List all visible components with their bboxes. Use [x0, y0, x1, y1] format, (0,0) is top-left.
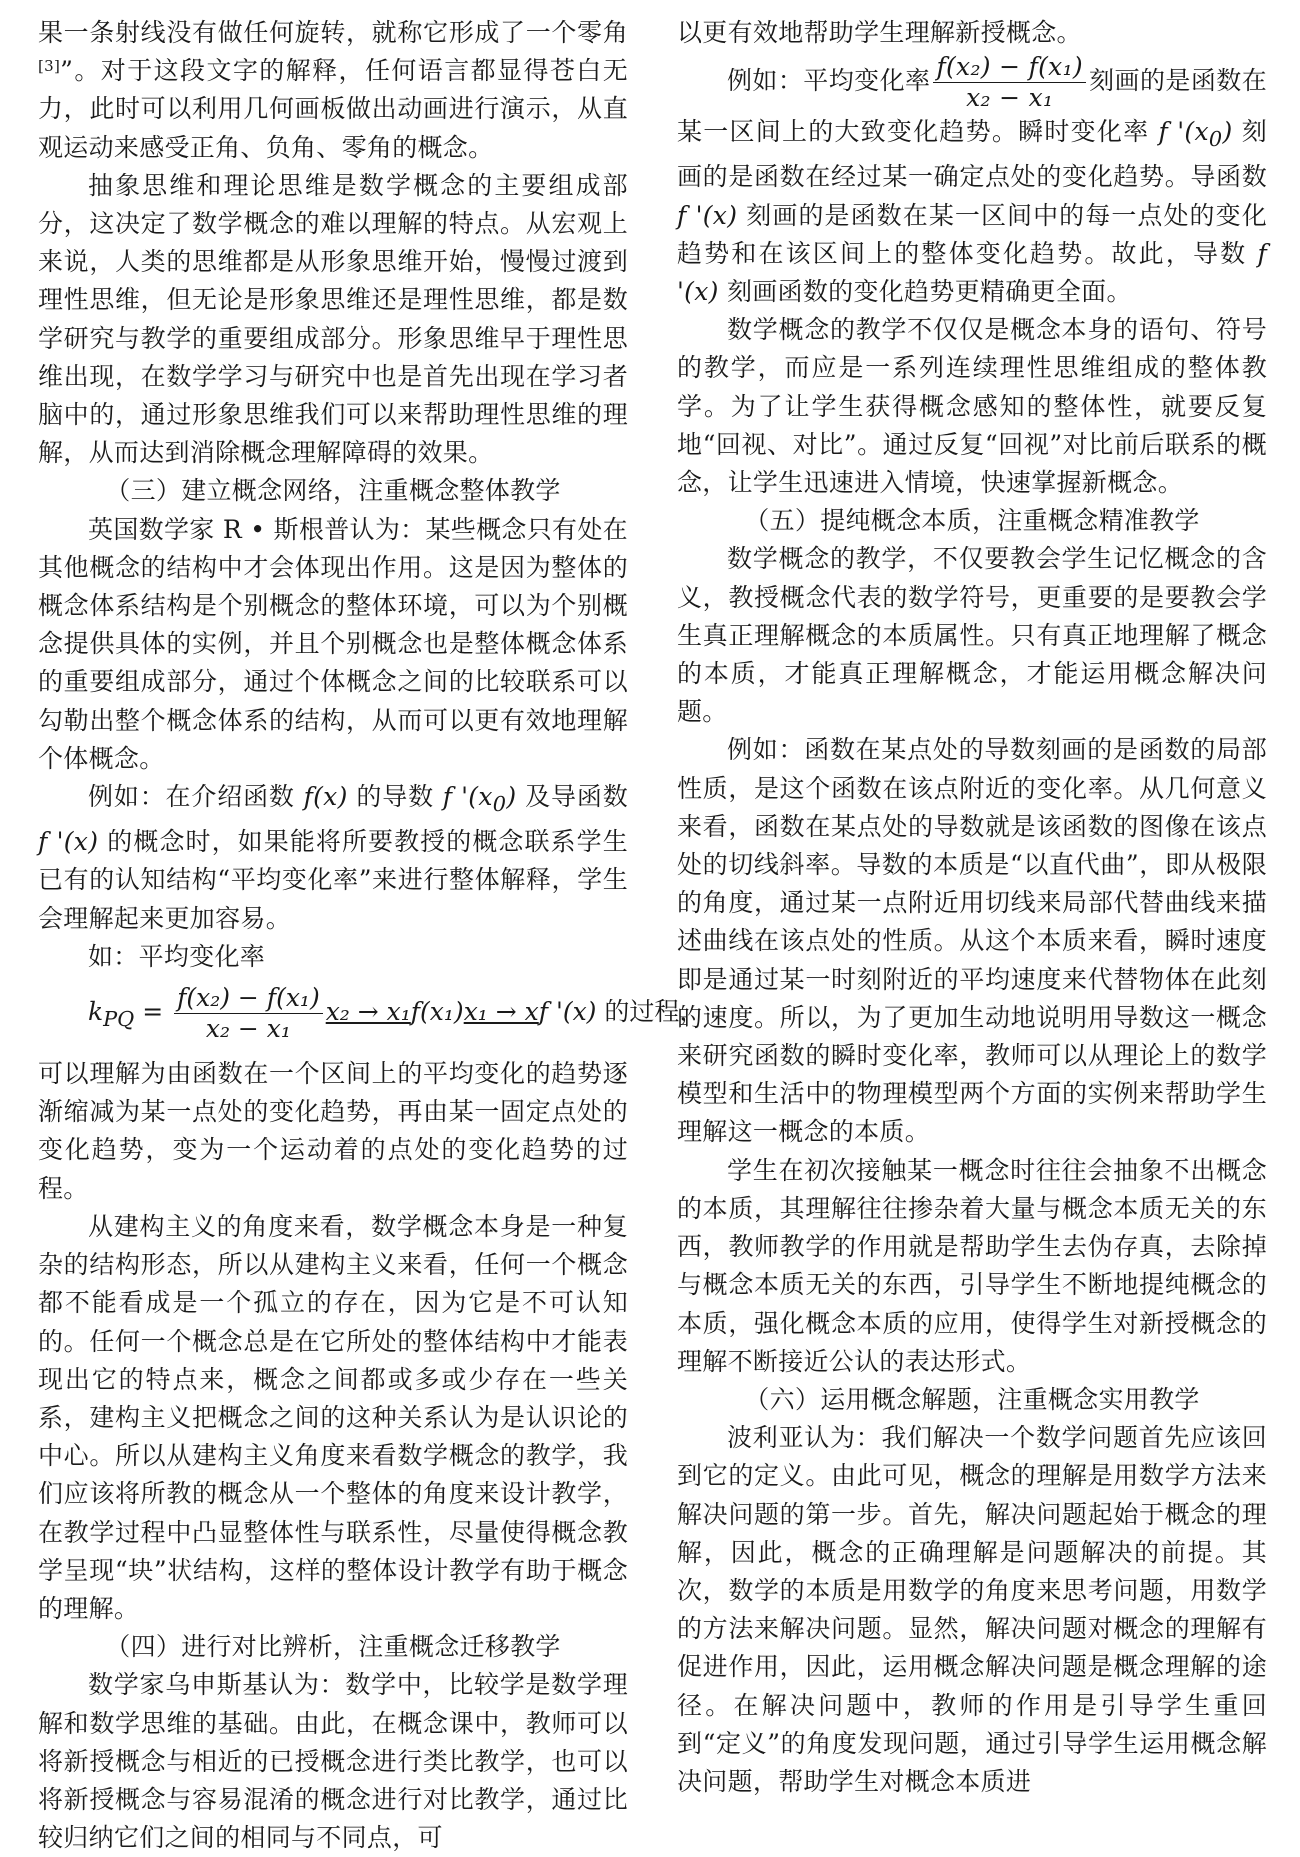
paragraph-continuation: 以更有效地帮助学生理解新授概念。 — [677, 18, 1082, 47]
paragraph-essence: 数学概念的教学，不仅要教会学生记忆概念的含义，教授概念代表的数学符号，更重要的是要教会学生真正理解概念的本质属性。只有真正地理解了概念的本质，才能真正理解概念，才能运用概念解决问题。 — [677, 544, 1267, 727]
paragraph-purify: 学生在初次接触某一概念时往往会抽象不出概念的本质，其理解往往掺杂着大量与概念本质无关的东西，教师教学的作用就是帮助学生去伪存真，去除掉与概念本质无关的东西，引导学生不断地提纯概念的本质，强化概念本质的应用，使得学生对新授概念的理解不断接近公认的表达形式。 — [677, 1155, 1267, 1376]
section-heading-4: （四）进行对比辨析，注重概念迁移教学 — [105, 1632, 561, 1662]
section-heading-5: （五）提纯概念本质，注重概念精准教学 — [744, 506, 1200, 536]
paragraph-derivative-example: 例如：在介绍函数 f(x) 的导数 f '$(x_0)$ 及导函数 f '(x) 的概念时，如果能将所要教授的概念联系学生已有的认知结构“平均变化率”来进行整体解释，学生会理解起来更加容易。 — [38, 782, 629, 933]
math-fprime-x: f '(x) — [677, 238, 1267, 307]
paragraph-constructivism: 从建构主义的角度来看，数学概念本身是一种复杂的结构形态，所以从建构主义来看，任何一个概念都不能看成是一个孤立的存在，因为它是不可认知的。任何一个概念总是在它所处的整体结构中才能表现出它的特点来，概念之间都或多或少存在一些关系，建构主义把概念之间的这种关系认为是认识论的中心。所以从建构主义角度来看数学概念的教学，我们应该将所教的概念从一个整体的角度来设计教学，在教学过程中凸显整体性与联系性，尽量使得概念教学呈现“块”状结构，这样的整体设计教学有助于概念的理解。 — [38, 1211, 628, 1623]
limit-arrow-1: x₂ → x₁ — [325, 997, 411, 1027]
paragraph-holistic: 数学概念的教学不仅仅是概念本身的语句、符号的教学，而应是一系列连续理性思维组成的整体教学。为了让学生获得概念感知的整体性，就要反复地“回视、对比”。通过反复“回视”对比前后联系的概念，让学生迅速进入情境，快速掌握新概念。 — [677, 315, 1267, 498]
paragraph-zero-angle: 果一条射线没有做任何旋转，就称它形成了一个零角[3]”。对于这段文字的解释，任何语言都显得苍白无力，此时可以利用几何画板做出动画进行演示，从直观运动来感受正角、负角、零角的概念。 — [38, 18, 628, 162]
paragraph-average-rate: 如：平均变化率 — [88, 941, 266, 971]
paragraph-skemp: 英国数学家 R • 斯根普认为：某些概念只有处在其他概念的结构中才会体现出作用。这是因为整体的概念体系结构是个别概念的整体环境，可以为个别概念提供具体的实例，并且个别概念也是整体概念体系的重要组成部分，通过个体概念之间的比较联系可以勾勒出整个概念体系的结构，从而可以更有效地理解个体概念。 — [38, 514, 628, 773]
paragraph-abstract-thinking: 抽象思维和理论思维是数学概念的主要组成部分，这决定了数学概念的难以理解的特点。从宏观上来说，人类的思维都是从形象思维开始，慢慢过渡到理性思维，但无论是形象思维还是理性思维，都是数学研究与教学的重要组成部分。形象思维早于理性思维出现，在数学学习与研究中也是首先出现在学习者脑中的，通过形象思维我们可以来帮助理性思维的理解，从而达到消除概念理解障碍的效果。 — [38, 170, 628, 468]
paragraph-derivative-essence: 例如：函数在某点处的导数刻画的是函数的局部性质，是这个函数在该点附近的变化率。从几何意义来看，函数在某点处的导数就是该函数的图像在该点处的切线斜率。导数的本质是“以直代曲”，即从极限的角度，通过某一点附近用切线来局部代替曲线来描述曲线在该点处的性质。从这个本质来看，瞬时速度即是通过某一时刻附近的平均速度来代替物体在此刻的速度。所以，为了更加生动地说明用导数这一概念来研究函数的瞬时变化率，教师可以从理论上的数学模型和生活中的物理模型两个方面的实例来帮助学生理解这一概念的本质。 — [677, 735, 1267, 1147]
right-column — [677, 14, 1267, 1801]
paragraph-interpretation: 可以理解为由函数在一个区间上的平均变化的趋势逐渐缩减为某一点处的变化趋势，再由某一固定点处的变化趋势，变为一个运动着的点处的变化趋势的过程。 — [38, 1059, 628, 1203]
section-heading-3: （三）建立概念网络，注重概念整体教学 — [105, 476, 561, 506]
math-fprime-x: f '(x) — [677, 200, 738, 230]
left-column — [38, 14, 705, 1857]
math-fx: f(x) — [303, 782, 348, 812]
paragraph-polya: 波利亚认为：我们解决一个数学问题首先应该回到它的定义。由此可见，概念的理解是用数学方法来解决问题的第一步。首先，解决问题起始于概念的理解，因此，概念的正确理解是问题解决的前提。其次，数学的本质是用数学的角度来思考问题，用数学的方法来解决问题。显然，解决问题对概念的理解有促进作用，因此，运用概念解决问题是概念理解的途径。在解决问题中，教师的作用是引导学生重回到“定义”的角度发现问题，通过引导学生运用概念解决问题，帮助学生对概念本质进 — [677, 1423, 1267, 1796]
limit-arrow-2: x₁ → x — [463, 997, 539, 1027]
math-fprime-x0: f '$(x_0)$ — [1158, 117, 1233, 152]
math-fprime-x0: f '$(x_0)$ — [442, 782, 517, 817]
formula-kpq: $k_{PQ}$ = $\frac{\text{f(x₂) − f(x₁)}}{\text{x₂ − x₁}}$ x₂ → x₁f(x₁)x₁ → xf '(x) 的过程， — [88, 983, 705, 1044]
paragraph-ushinsky: 数学家乌申斯基认为：数学中，比较学是数学理解和数学思维的基础。由此，在概念课中，教师可以将新授概念与相近的已授概念进行类比教学，也可以将新授概念与容易混淆的概念进行对比教学，通过比较归纳它们之间的相同与不同点，可 — [38, 1670, 628, 1853]
citation-ref: [3] — [38, 57, 61, 76]
math-fprime-x: f '(x) — [38, 827, 99, 857]
fraction-difference-quotient: $\frac{\text{f(x₂) − f(x₁)}}{\text{x₂ − x₁}}$ — [174, 983, 323, 1044]
fraction-average-rate: $\frac{\text{f(x₂) − f(x₁)}}{\text{x₂ − x₁}}$ — [933, 52, 1086, 113]
paragraph-rate-comparison: 例如：平均变化率 $\frac{\text{f(x₂) − f(x₁)}}{\text{x₂ − x₁}}$ 刻画的是函数在某一区间上的大致变化趋势。瞬时变化率 f '$(x_0)$ 刻画的是函数在经过某一确定点处的变化趋势。导函数 f '(x) 刻画的是函数在某一区间中的每一点处的变化趋势和在该区间上的整体变化趋势。故此，导数 f '(x) 刻画函数的变化趋势更精确更全面。 — [677, 52, 1268, 307]
section-heading-6: （六）运用概念解题，注重概念实用教学 — [744, 1384, 1200, 1414]
